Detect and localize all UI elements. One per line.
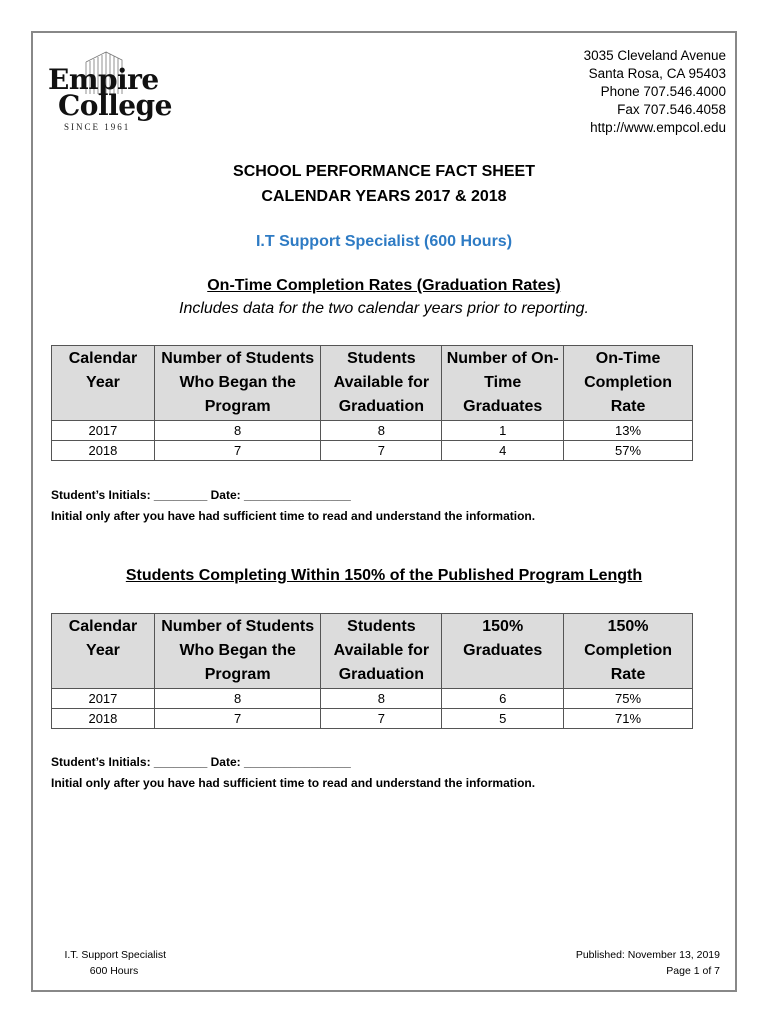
document-title: SCHOOL PERFORMANCE FACT SHEET <box>233 163 535 180</box>
footer-right <box>576 947 720 979</box>
document-subtitle: CALENDAR YEARS 2017 & 2018 <box>261 188 507 205</box>
section1-initials-block <box>51 485 535 527</box>
section1-heading: On-Time Completion Rates (Graduation Rates) <box>207 277 561 294</box>
address-fax: Fax 707.546.4058 <box>617 102 726 117</box>
column-header: Students Available for Graduation <box>321 614 442 689</box>
table-cell: 8 <box>321 689 442 709</box>
table-cell: 7 <box>321 709 442 729</box>
table-cell: 57% <box>564 441 693 461</box>
table-cell: 8 <box>321 421 442 441</box>
logo-college: College <box>58 89 172 122</box>
table-cell: 8 <box>154 689 321 709</box>
table-cell: 71% <box>564 709 693 729</box>
on-time-completion-table <box>51 345 693 461</box>
section1-subheading: Includes data for the two calendar years prior to reporting. <box>179 300 589 317</box>
initials-note: Initial only after you have had sufficient time to read and understand the information. <box>51 776 536 790</box>
footer-hours: 600 Hours <box>89 965 139 977</box>
table-cell: 75% <box>564 689 693 709</box>
table-cell: 4 <box>442 441 564 461</box>
table-cell: 2018 <box>52 441 155 461</box>
table-header-row <box>52 346 693 421</box>
footer-published: Published: November 13, 2019 <box>575 949 720 961</box>
table-cell: 7 <box>154 709 321 729</box>
table-cell: 8 <box>154 421 321 441</box>
table-cell: 1 <box>442 421 564 441</box>
table-row <box>52 689 693 709</box>
150-percent-completion-table <box>51 613 693 729</box>
initials-note: Initial only after you have had sufficient time to read and understand the information. <box>51 509 536 523</box>
column-header: Number of Students Who Began the Program <box>154 346 321 421</box>
section2-initials-block <box>51 752 535 794</box>
column-header: 150% Graduates <box>442 614 564 689</box>
column-header: Number of On-Time Graduates <box>442 346 564 421</box>
program-name: I.T Support Specialist (600 Hours) <box>255 233 513 250</box>
column-header: Calendar Year <box>52 614 155 689</box>
logo-since: SINCE 1961 <box>64 122 131 132</box>
table-header-row <box>52 614 693 689</box>
table-cell: 13% <box>564 421 693 441</box>
address-street: 3035 Cleveland Avenue <box>583 48 726 63</box>
table-cell: 2017 <box>52 421 155 441</box>
address-website[interactable]: http://www.empcol.edu <box>590 120 726 135</box>
footer-program: I.T. Support Specialist <box>64 949 166 961</box>
column-header: 150% Completion Rate <box>564 614 693 689</box>
table-cell: 2018 <box>52 709 155 729</box>
footer-page-number: Page 1 of 7 <box>666 965 720 977</box>
table-row <box>52 421 693 441</box>
table-cell: 6 <box>442 689 564 709</box>
column-header: Students Available for Graduation <box>321 346 442 421</box>
table-row <box>52 709 693 729</box>
table-cell: 7 <box>321 441 442 461</box>
column-header: On-Time Completion Rate <box>564 346 693 421</box>
address-city: Santa Rosa, CA 95403 <box>588 66 726 81</box>
contact-address <box>584 47 726 137</box>
initials-date-line: Student’s Initials: ________ Date: ________________ <box>51 755 351 769</box>
initials-date-line: Student’s Initials: ________ Date: ________________ <box>51 488 351 502</box>
logo-empire: Empire <box>48 63 159 96</box>
section2-heading: Students Completing Within 150% of the Published Program Length <box>125 567 643 584</box>
column-header: Calendar Year <box>52 346 155 421</box>
address-phone: Phone 707.546.4000 <box>600 84 726 99</box>
table-row <box>52 441 693 461</box>
table-cell: 5 <box>442 709 564 729</box>
table-cell: 2017 <box>52 689 155 709</box>
footer-left <box>62 947 166 979</box>
table-cell: 7 <box>154 441 321 461</box>
column-header: Number of Students Who Began the Program <box>154 614 321 689</box>
college-logo <box>46 46 172 138</box>
